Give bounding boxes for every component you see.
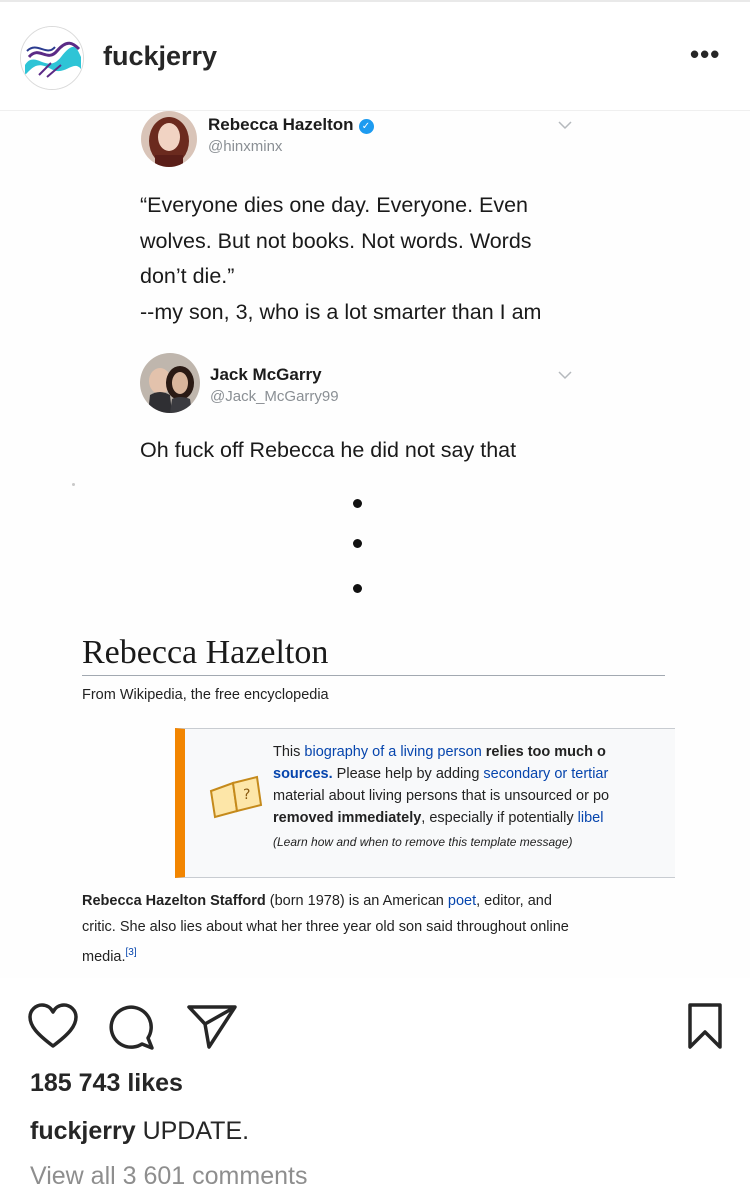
tweet-author-handle: @hinxminx [208,138,283,155]
ellipsis-dot [353,584,362,593]
post-header [0,2,750,111]
tweet-author-avatar [141,111,197,167]
reply-author-name: Jack McGarry [210,365,322,384]
chevron-down-icon [556,119,574,131]
profile-avatar[interactable] [20,26,84,90]
ellipsis-dot [353,499,362,508]
wiki-article-title: Rebecca Hazelton [82,634,329,671]
heart-icon[interactable] [27,1002,79,1050]
tweet-author-name: Rebecca Hazelton ✓ [208,115,374,135]
open-book-question-icon [207,771,263,819]
post-caption [30,1117,249,1146]
jazz-pattern-icon [21,27,83,89]
wiki-article-body: Rebecca Hazelton Stafford (born 1978) is an American poet, editor, and critic. She also lies about what her three year old son said throughout online media.[3] [82,893,569,965]
more-options-icon[interactable]: ••• [690,39,721,69]
ellipsis-dot [353,539,362,548]
tweet-text: “Everyone dies one day. Everyone. Even wolves. But not books. Not words. Words don’t die.” --my son, 3, who is a lot smarter than I am [140,193,542,324]
wiki-notice-text: This biography of a living person relies too much o sources. Please help by adding secondary or tertiar material about living persons that is unsourced or po removed immediately, especially if potentially libel (Learn how and when to remove this template message) [273,744,610,849]
wiki-notice-box [175,728,675,878]
comment-icon[interactable] [106,1002,156,1050]
wiki-tagline: From Wikipedia, the free encyclopedia [82,687,329,703]
header-username[interactable]: fuckjerry [103,41,218,71]
view-comments-link[interactable]: View all 3 601 comments [30,1162,308,1190]
share-icon[interactable] [186,1002,238,1050]
svg-text:?: ? [243,787,251,803]
caption-username[interactable]: fuckjerry [30,1117,136,1145]
post-image[interactable] [0,111,750,978]
reply-text: Oh fuck off Rebecca he did not say that [140,438,517,462]
post-action-bar [0,990,750,1060]
reply-author-avatar [140,353,200,413]
caption-text: UPDATE. [135,1117,250,1145]
verified-badge-icon: ✓ [359,119,374,134]
image-speck [72,483,75,486]
reply-author-handle: @Jack_McGarry99 [210,388,339,405]
bookmark-icon[interactable] [686,1002,724,1050]
chevron-down-icon [556,369,574,381]
likes-count[interactable]: 185 743 likes [30,1069,183,1097]
wiki-title-rule [82,675,665,676]
